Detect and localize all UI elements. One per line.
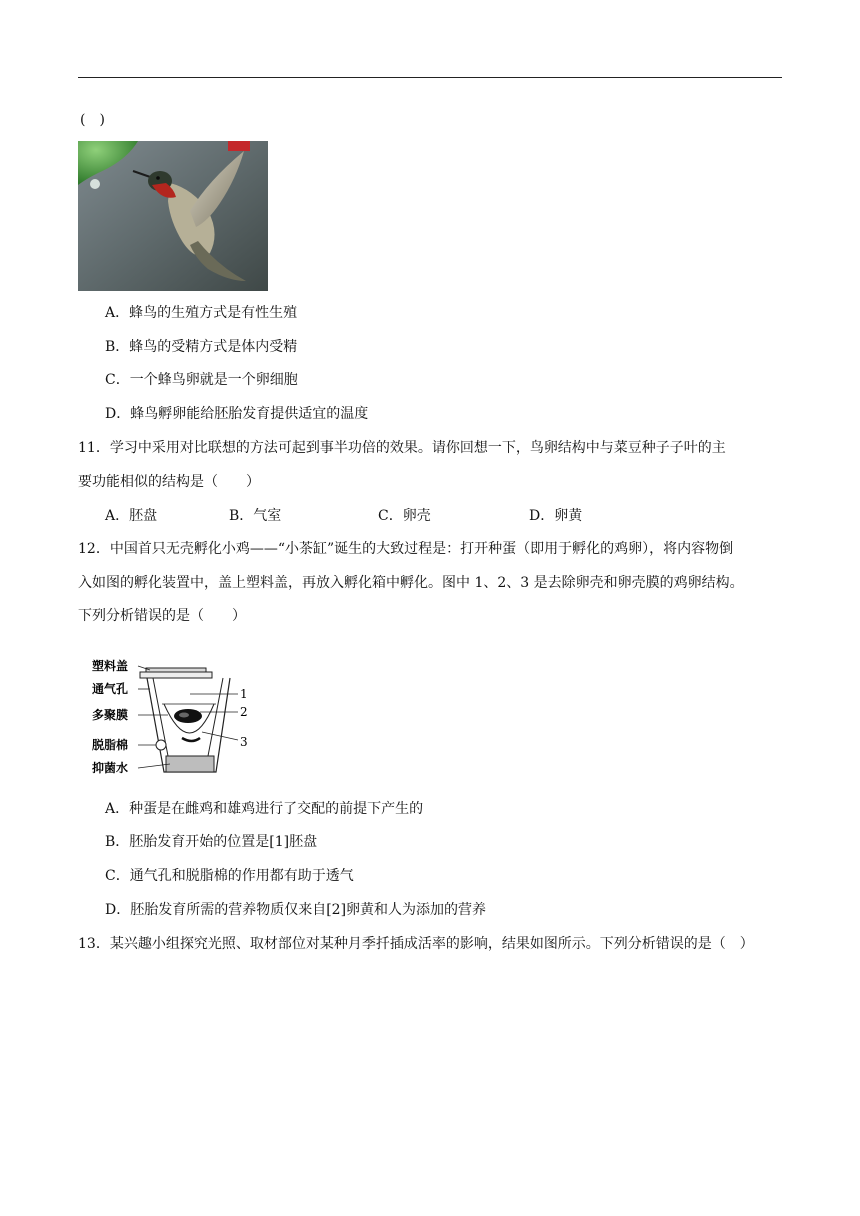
hummingbird-photo [78, 141, 268, 291]
label-cotton: 脱脂棉 [92, 738, 129, 752]
q12-option-a: A．种蛋是在雌鸡和雄鸡进行了交配的前提下产生的 [105, 801, 424, 817]
q12-stem-line2: 入如图的孵化装置中，盖上塑料盖，再放入孵化箱中孵化。图中 1、2、3 是去除卵壳和卵壳膜的鸡卵结构。 [78, 575, 744, 591]
q12-stem-line1: 12．中国首只无壳孵化小鸡——“小茶缸”诞生的大致过程是：打开种蛋（即用于孵化的鸡卵），将内容物倒 [78, 541, 734, 557]
label-number-2: 2 [240, 705, 248, 719]
q10-option-d: D．蜂鸟孵卵能给胚胎发育提供适宜的温度 [105, 406, 369, 422]
label-plastic-lid: 塑料盖 [92, 659, 129, 673]
label-polymer-film: 多聚膜 [92, 708, 129, 722]
q11-option-c: C．卵壳 [378, 508, 431, 524]
q10-option-b: B．蜂鸟的受精方式是体内受精 [105, 339, 298, 355]
q12-stem-line3: 下列分析错误的是（ ） [78, 608, 246, 624]
q11-option-d: D．卵黄 [529, 508, 583, 524]
q11-stem-line2: 要功能相似的结构是（ ） [78, 474, 260, 490]
q12-option-b: B．胚胎发育开始的位置是[1]胚盘 [105, 834, 318, 850]
header-rule [78, 77, 782, 78]
q11-options-row [105, 506, 705, 526]
label-number-3: 3 [240, 735, 248, 749]
q10-answer-bracket: ( ) [80, 112, 105, 128]
q11-stem-line1: 11．学习中采用对比联想的方法可起到事半功倍的效果。请你回想一下，鸟卵结构中与菜豆种子子叶的主 [78, 440, 726, 456]
q11-option-b: B．气室 [229, 508, 282, 524]
q10-option-a: A．蜂鸟的生殖方式是有性生殖 [105, 305, 298, 321]
q10-option-c: C．一个蜂鸟卵就是一个卵细胞 [105, 372, 298, 388]
q12-option-c: C．通气孔和脱脂棉的作用都有助于透气 [105, 868, 354, 884]
label-vent-hole: 通气孔 [92, 682, 129, 696]
q12-option-d: D．胚胎发育所需的营养物质仅来自[2]卵黄和人为添加的营养 [105, 902, 487, 918]
q11-option-a: A．胚盘 [105, 508, 158, 524]
q13-stem-line1: 13．某兴趣小组探究光照、取材部位对某种月季扦插成活率的影响，结果如图所示。下列分析错误的是（ ） [78, 936, 754, 952]
label-antibacterial-water: 抑菌水 [92, 761, 129, 775]
incubation-device-diagram [90, 652, 270, 780]
label-number-1: 1 [240, 687, 248, 701]
